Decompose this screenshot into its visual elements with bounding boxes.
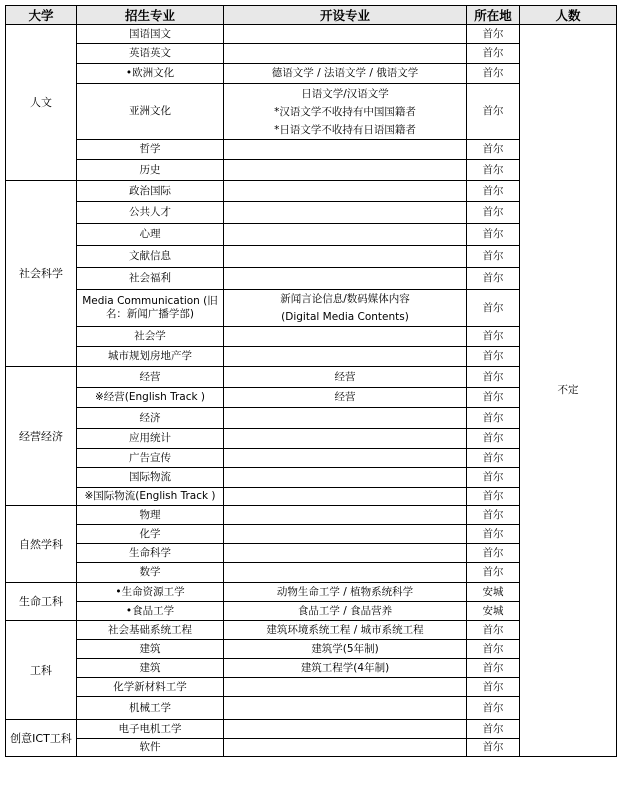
table-header	[6, 6, 617, 25]
location-cell: 首尔	[467, 506, 520, 525]
recruit-major-cell: 社会学	[77, 327, 224, 347]
location-cell: 首尔	[467, 64, 520, 84]
header-recruit-major: 招生专业	[77, 6, 224, 25]
location-cell: 首尔	[467, 246, 520, 268]
recruit-major-cell: 电子电机工学	[77, 720, 224, 739]
open-major-line: 经营	[334, 370, 356, 383]
open-major-cell	[224, 64, 467, 84]
open-major-cell	[224, 84, 467, 140]
open-major-cell	[224, 140, 467, 160]
open-major-cell	[224, 449, 467, 468]
open-major-line: *日语文学不收持有日语国籍者	[274, 123, 416, 136]
open-major-cell	[224, 544, 467, 563]
open-major-line: 德语文学 / 法语文学 / 俄语文学	[271, 67, 419, 79]
location-cell: 首尔	[467, 449, 520, 468]
university-cell: 人文	[6, 25, 77, 181]
open-major-cell	[224, 160, 467, 181]
university-cell: 社会科学	[6, 181, 77, 367]
header-open-major: 开设专业	[224, 6, 467, 25]
recruit-major-cell: •食品工学	[77, 602, 224, 621]
recruit-major-cell: •欧洲文化	[77, 64, 224, 84]
location-cell: 首尔	[467, 224, 520, 246]
recruit-major-cell: 公共人才	[77, 202, 224, 224]
open-major-cell	[224, 659, 467, 678]
open-major-cell	[224, 488, 467, 506]
open-major-line: 经营	[334, 391, 356, 403]
location-cell: 首尔	[467, 160, 520, 181]
open-major-cell	[224, 202, 467, 224]
location-cell: 首尔	[467, 25, 520, 44]
open-major-cell	[224, 268, 467, 290]
admissions-table	[5, 5, 617, 757]
location-cell: 首尔	[467, 140, 520, 160]
open-major-cell	[224, 697, 467, 720]
recruit-major-cell: 经营	[77, 367, 224, 388]
table-row	[6, 25, 617, 44]
university-cell: 经营经济	[6, 367, 77, 506]
location-cell: 首尔	[467, 268, 520, 290]
location-cell: 首尔	[467, 563, 520, 583]
recruit-major-cell: 物理	[77, 506, 224, 525]
location-cell: 安城	[467, 602, 520, 621]
recruit-major-cell: 哲学	[77, 140, 224, 160]
location-cell: 首尔	[467, 290, 520, 327]
location-cell: 首尔	[467, 84, 520, 140]
recruit-major-cell: ※国际物流(English Track )	[77, 488, 224, 506]
recruit-major-cell: 软件	[77, 739, 224, 757]
location-cell: 首尔	[467, 367, 520, 388]
open-major-line: 建筑工程学(4年制)	[300, 661, 390, 674]
open-major-cell	[224, 720, 467, 739]
open-major-line: 动物生命工学 / 植物系统科学	[276, 585, 414, 598]
location-cell: 首尔	[467, 327, 520, 347]
open-major-line: 食品工学 / 食品营养	[297, 604, 393, 617]
open-major-cell	[224, 468, 467, 488]
recruit-major-cell: 机械工学	[77, 697, 224, 720]
location-cell: 首尔	[467, 388, 520, 408]
university-cell: 生命工科	[6, 583, 77, 621]
open-major-line: 建筑学(5年制)	[311, 642, 379, 655]
open-major-cell	[224, 388, 467, 408]
open-major-cell	[224, 583, 467, 602]
open-major-line: 日语文学/汉语文学	[301, 87, 389, 100]
location-cell: 首尔	[467, 621, 520, 640]
recruit-major-cell: 化学	[77, 525, 224, 544]
open-major-cell	[224, 739, 467, 757]
header-university: 大学	[6, 6, 77, 25]
recruit-major-cell: 文献信息	[77, 246, 224, 268]
open-major-cell	[224, 602, 467, 621]
open-major-cell	[224, 621, 467, 640]
recruit-major-cell: 生命科学	[77, 544, 224, 563]
open-major-cell	[224, 367, 467, 388]
location-cell: 首尔	[467, 181, 520, 202]
university-cell: 创意ICT工科	[6, 720, 77, 757]
university-cell: 工科	[6, 621, 77, 720]
recruit-major-cell: 建筑	[77, 659, 224, 678]
open-major-cell	[224, 563, 467, 583]
recruit-major-cell: 心理	[77, 224, 224, 246]
header-location: 所在地	[467, 6, 520, 25]
location-cell: 首尔	[467, 347, 520, 367]
recruit-major-cell: 国语国文	[77, 25, 224, 44]
open-major-cell	[224, 347, 467, 367]
recruit-major-cell: 建筑	[77, 640, 224, 659]
open-major-cell	[224, 44, 467, 64]
location-cell: 首尔	[467, 678, 520, 697]
recruit-major-cell: 国际物流	[77, 468, 224, 488]
open-major-cell	[224, 429, 467, 449]
recruit-major-cell: 化学新材料工学	[77, 678, 224, 697]
location-cell: 安城	[467, 583, 520, 602]
location-cell: 首尔	[467, 44, 520, 64]
recruit-major-cell: 社会基础系统工程	[77, 621, 224, 640]
location-cell: 首尔	[467, 468, 520, 488]
open-major-cell	[224, 327, 467, 347]
location-cell: 首尔	[467, 640, 520, 659]
recruit-major-cell: 政治国际	[77, 181, 224, 202]
open-major-cell	[224, 506, 467, 525]
recruit-major-cell: 历史	[77, 160, 224, 181]
open-major-cell	[224, 290, 467, 327]
open-major-line: 建筑环境系统工程 / 城市系统工程	[266, 623, 424, 636]
location-cell: 首尔	[467, 525, 520, 544]
open-major-cell	[224, 224, 467, 246]
location-cell: 首尔	[467, 408, 520, 429]
open-major-cell	[224, 525, 467, 544]
recruit-major-cell: Media Communication (旧名：新闻广播学部)	[77, 290, 224, 327]
location-cell: 首尔	[467, 429, 520, 449]
open-major-cell	[224, 678, 467, 697]
location-cell: 首尔	[467, 202, 520, 224]
recruit-major-cell: 英语英文	[77, 44, 224, 64]
count-cell: 不定	[520, 25, 617, 757]
table-body	[6, 25, 617, 757]
open-major-cell	[224, 181, 467, 202]
open-major-cell	[224, 25, 467, 44]
location-cell: 首尔	[467, 697, 520, 720]
open-major-line: 新闻言论信息/数码媒体内容	[280, 293, 410, 305]
open-major-line: (Digital Media Contents)	[281, 311, 409, 323]
location-cell: 首尔	[467, 739, 520, 757]
header-count: 人数	[520, 6, 617, 25]
location-cell: 首尔	[467, 488, 520, 506]
recruit-major-cell: 应用统计	[77, 429, 224, 449]
location-cell: 首尔	[467, 544, 520, 563]
recruit-major-cell: 社会福利	[77, 268, 224, 290]
recruit-major-cell: 城市规划房地产学	[77, 347, 224, 367]
recruit-major-cell: 经济	[77, 408, 224, 429]
open-major-cell	[224, 640, 467, 659]
recruit-major-cell: •生命资源工学	[77, 583, 224, 602]
location-cell: 首尔	[467, 659, 520, 678]
open-major-line: *汉语文学不收持有中国国籍者	[274, 105, 416, 118]
recruit-major-cell: 数学	[77, 563, 224, 583]
open-major-cell	[224, 408, 467, 429]
recruit-major-cell: 亚洲文化	[77, 84, 224, 140]
university-cell: 自然学科	[6, 506, 77, 583]
recruit-major-cell: 广告宣传	[77, 449, 224, 468]
location-cell: 首尔	[467, 720, 520, 739]
open-major-cell	[224, 246, 467, 268]
recruit-major-cell: ※经营(English Track )	[77, 388, 224, 408]
